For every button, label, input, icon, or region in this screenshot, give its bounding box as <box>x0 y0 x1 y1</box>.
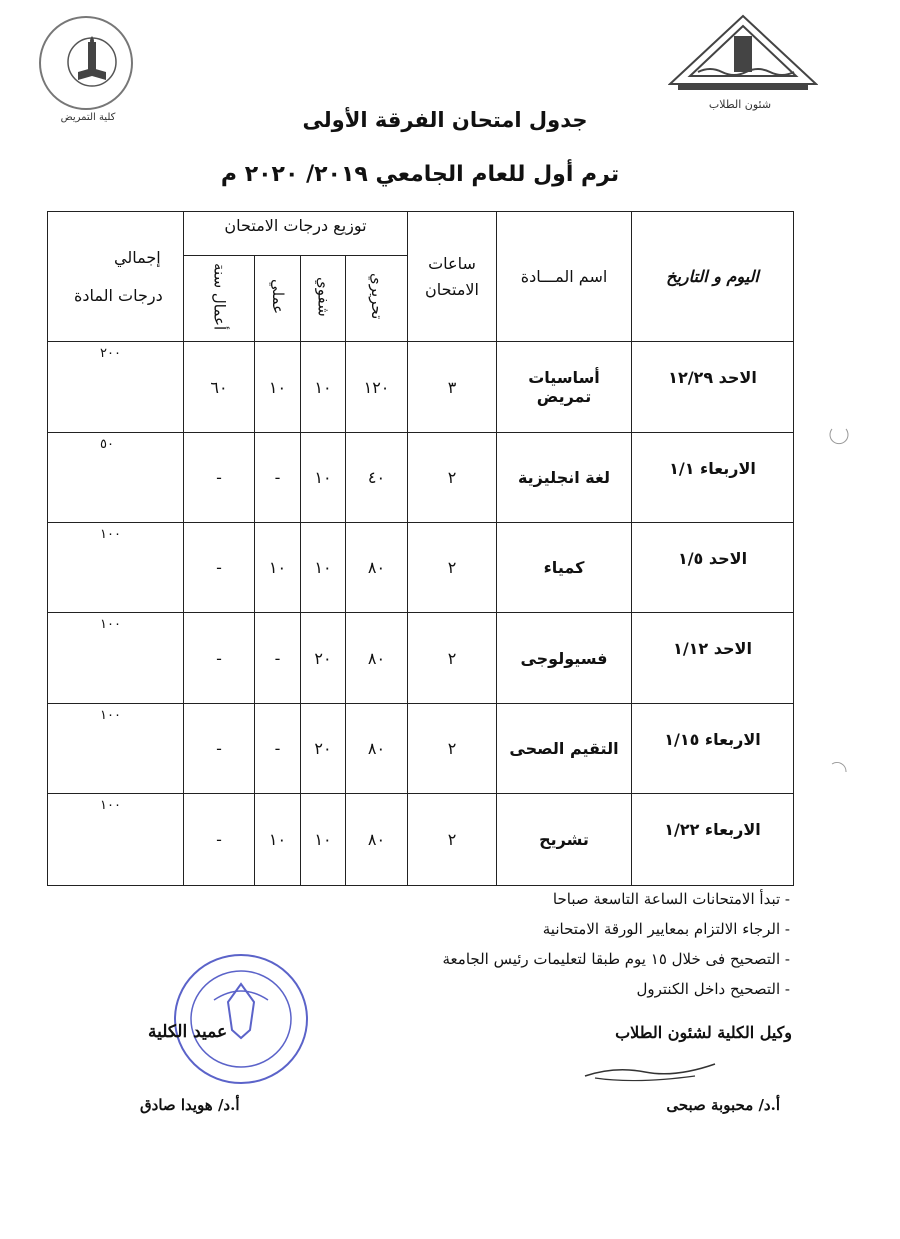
vice-dean-name: أ.د/ محبوبة صبحى <box>666 1096 780 1114</box>
header-oral: شفوي <box>314 276 333 317</box>
header-practical: عملي <box>269 278 287 315</box>
exam-schedule-table <box>47 211 794 886</box>
row-hours: ٣ <box>408 342 497 433</box>
handwritten-signature <box>575 1048 725 1088</box>
header-total-line2: درجات المادة <box>74 285 163 305</box>
row-total: ١٠٠ <box>48 794 184 886</box>
row-written: ٨٠ <box>346 523 408 613</box>
row-total: ١٠٠ <box>48 523 184 613</box>
punch-hole-mark <box>828 425 850 447</box>
row-written: ٨٠ <box>346 613 408 704</box>
header-written: تحريري <box>368 273 386 320</box>
schedule-title: جدول امتحان الفرقة الأولى <box>302 108 588 132</box>
table-row <box>48 794 794 886</box>
row-yearwork: ٦٠ <box>184 342 255 433</box>
row-oral: ٢٠ <box>301 613 346 704</box>
row-total: ٢٠٠ <box>48 342 184 433</box>
row-written: ٨٠ <box>346 794 408 886</box>
row-hours: ٢ <box>408 794 497 886</box>
row-total: ١٠٠ <box>48 613 184 704</box>
left-logo-caption: كلية التمريض <box>60 112 116 123</box>
row-practical: - <box>255 613 301 704</box>
row-oral: ١٠ <box>301 794 346 886</box>
row-oral: ١٠ <box>301 433 346 523</box>
table-row <box>48 523 794 613</box>
nursing-faculty-logo <box>32 14 140 112</box>
row-total: ١٠٠ <box>48 704 184 794</box>
row-practical: - <box>255 704 301 794</box>
row-day-date: الاحد ١/١٢ <box>632 613 794 704</box>
row-written: ٤٠ <box>346 433 408 523</box>
row-yearwork: - <box>184 523 255 613</box>
row-subject: أساسيات تمريض <box>497 342 632 433</box>
row-hours: ٢ <box>408 523 497 613</box>
table-row <box>48 433 794 523</box>
row-subject: التقيم الصحى <box>497 704 632 794</box>
row-practical: ١٠ <box>255 794 301 886</box>
vice-dean-title: وكيل الكلية لشئون الطلاب <box>615 1023 792 1042</box>
right-logo-caption: شئون الطلاب <box>708 98 772 111</box>
row-written: ١٢٠ <box>346 342 408 433</box>
row-total: ٥٠ <box>48 433 184 523</box>
header-total-line1: إجمالي <box>114 247 161 267</box>
header-day-date: اليوم و التاريخ <box>632 212 794 342</box>
row-yearwork: - <box>184 433 255 523</box>
dean-name: أ.د/ هويدا صادق <box>140 1096 240 1114</box>
row-yearwork: - <box>184 704 255 794</box>
row-day-date: الاربعاء ١/٢٢ <box>632 794 794 886</box>
row-yearwork: - <box>184 613 255 704</box>
row-written: ٨٠ <box>346 704 408 794</box>
table-row <box>48 704 794 794</box>
row-practical: ١٠ <box>255 523 301 613</box>
header-yearwork: أعمال سنة <box>210 262 229 331</box>
note-item: - الرجاء الالتزام بمعايير الورقة الامتحانية <box>542 920 790 938</box>
row-hours: ٢ <box>408 704 497 794</box>
exam-notes <box>230 884 790 1004</box>
row-subject: فسيولوجى <box>497 613 632 704</box>
note-item: - التصحيح داخل الكنترول <box>636 980 790 998</box>
row-day-date: الاربعاء ١/١ <box>632 433 794 523</box>
row-oral: ١٠ <box>301 342 346 433</box>
official-stamp <box>170 950 312 1088</box>
term-subtitle: ترم أول للعام الجامعي ٢٠١٩/ ٢٠٢٠ م <box>220 162 620 187</box>
punch-hole-mark <box>828 760 850 782</box>
row-subject: كمياء <box>497 523 632 613</box>
header-subject: اسم المـــادة <box>497 212 632 342</box>
header-total <box>48 212 184 342</box>
note-item: - التصحيح فى خلال ١٥ يوم طبقا لتعليمات رئيس الجامعة <box>442 950 790 968</box>
benha-university-logo <box>668 12 818 92</box>
row-day-date: الاربعاء ١/١٥ <box>632 704 794 794</box>
row-oral: ١٠ <box>301 523 346 613</box>
dean-title: عميد الكلية <box>148 1022 228 1042</box>
row-hours: ٢ <box>408 433 497 523</box>
header-hours: ساعات الامتحان <box>408 212 497 342</box>
row-practical: - <box>255 433 301 523</box>
row-practical: ١٠ <box>255 342 301 433</box>
row-subject: تشريح <box>497 794 632 886</box>
row-yearwork: - <box>184 794 255 886</box>
row-oral: ٢٠ <box>301 704 346 794</box>
row-day-date: الاحد ١/٥ <box>632 523 794 613</box>
schedule-body <box>48 342 794 886</box>
table-row <box>48 613 794 704</box>
row-hours: ٢ <box>408 613 497 704</box>
row-subject: لغة انجليزية <box>497 433 632 523</box>
row-day-date: الاحد ١٢/٢٩ <box>632 342 794 433</box>
table-row <box>48 342 794 433</box>
note-item: - تبدأ الامتحانات الساعة التاسعة صباحا <box>552 890 790 908</box>
header-distribution: توزيع درجات الامتحان <box>184 212 408 256</box>
